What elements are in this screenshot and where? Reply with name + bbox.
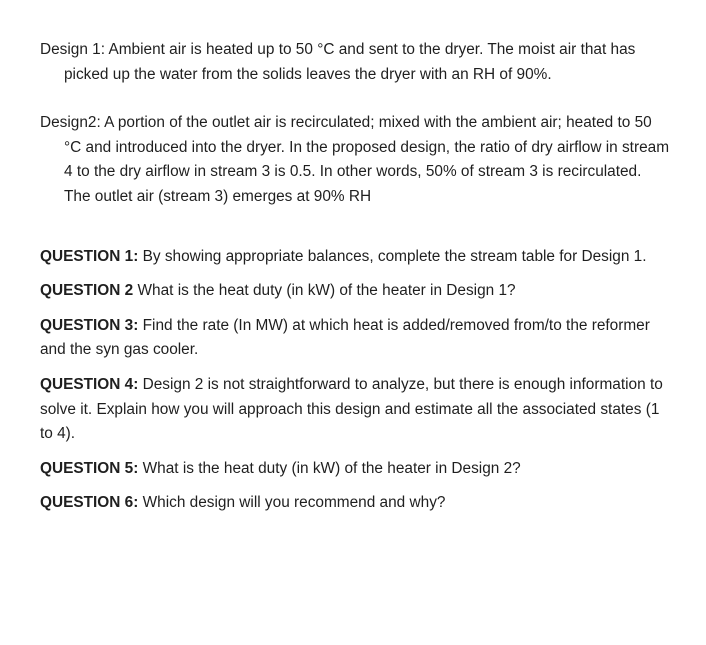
design-1-paragraph: Design 1: Ambient air is heated up to 50 °C and sent to the dryer. The moist air that has picked up the water from the solids leaves the dryer with an RH of 90%.: [40, 41, 636, 83]
question-5-text: What is the heat duty (in kW) of the heater in Design 2?: [138, 459, 521, 477]
question-3-text: Find the rate (In MW) at which heat is added/removed from/to the reformer and the syn gas cooler.: [40, 316, 650, 359]
question-6-label: QUESTION 6:: [40, 494, 139, 512]
design-2-paragraph: Design2: A portion of the outlet air is recirculated; mixed with the ambient air; heated to 50 °C and introduced into the dryer. In the proposed design, the ratio of dry airflow in stream 4 to the dry airflow in stream 3 is 0.5. In other words, 50% of stream 3 is recirculated. The outlet air (stream 3) emerges at 90% RH: [40, 114, 670, 205]
question-6: [40, 491, 670, 516]
question-1-text: By showing appropriate balances, complete the stream table for Design 1.: [138, 247, 647, 265]
question-2-label: QUESTION 2: [40, 282, 134, 300]
question-1-label: QUESTION 1:: [40, 247, 139, 265]
question-2-text: What is the heat duty (in kW) of the heater in Design 1?: [133, 282, 516, 300]
question-5-label: QUESTION 5:: [40, 459, 139, 477]
document-body: [40, 38, 670, 526]
question-3-label: QUESTION 3:: [40, 316, 139, 334]
question-2: [40, 279, 670, 304]
question-4: [40, 373, 670, 447]
question-4-text: Design 2 is not straightforward to analyze, but there is enough information to solve it. Explain how you will approach this design and estimate all the associated states (1 to 4).: [40, 375, 663, 443]
question-3: [40, 314, 670, 363]
question-1: [40, 245, 670, 270]
question-6-text: Which design will you recommend and why?: [138, 494, 446, 512]
question-4-label: QUESTION 4:: [40, 375, 139, 393]
question-5: [40, 457, 670, 482]
